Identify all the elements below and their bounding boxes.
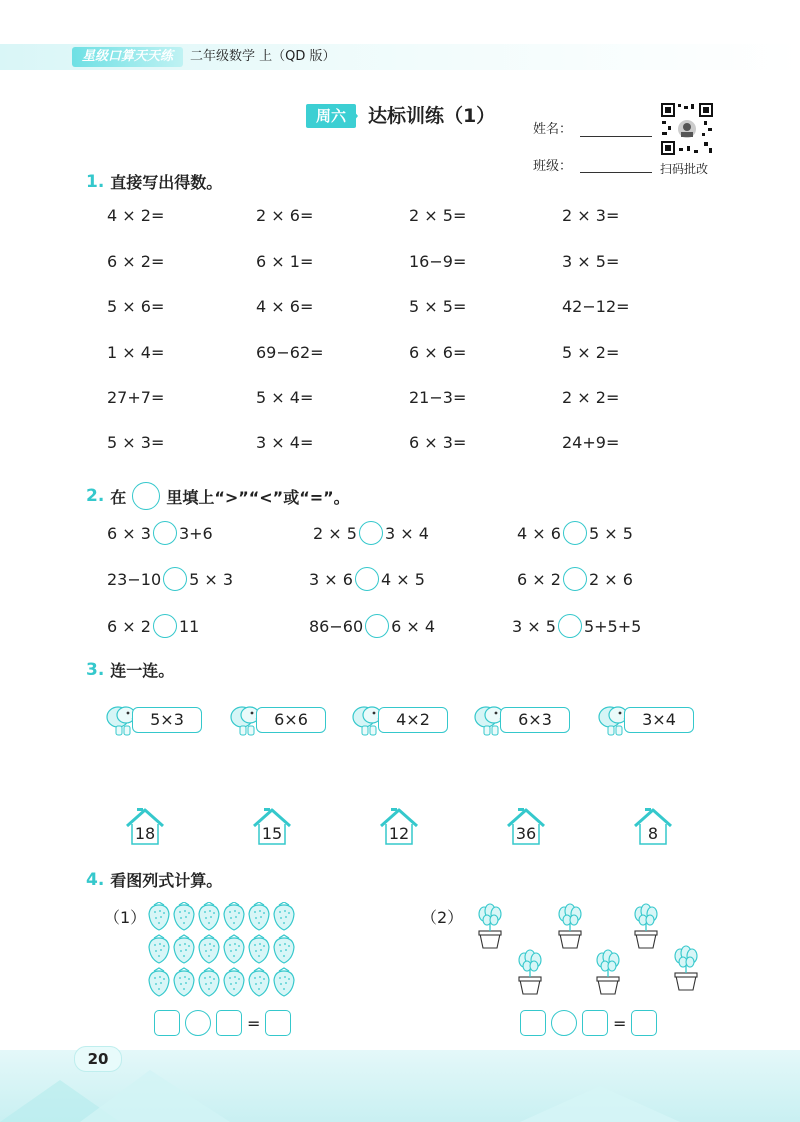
q1-item[interactable]: 27+7= [107,388,165,407]
q1-number: 1. [86,171,105,192]
q2-answer-circle[interactable] [153,614,177,638]
q2-left: 6 × 2 [107,616,151,636]
q4-instruction: 看图列式计算。 [110,871,223,890]
name-field-line[interactable] [580,136,652,137]
q2-left: 6 × 3 [107,523,151,543]
q4-part1-equation [154,1010,291,1036]
q2-item [309,567,425,591]
strawberry-group-icon [148,902,302,998]
elephant-expression: 6×6 [256,707,326,733]
q2-sample-circle [132,482,160,510]
q2-item [107,567,233,591]
q1-item[interactable]: 3 × 5= [562,252,620,271]
result-box[interactable] [631,1010,657,1036]
q2-item [309,614,435,638]
q2-item [313,521,429,545]
q1-item[interactable]: 2 × 3= [562,206,620,225]
elephant-expression: 5×3 [132,707,202,733]
operator-circle[interactable] [551,1010,577,1036]
q1-item[interactable]: 3 × 4= [256,433,314,452]
house-card[interactable] [377,806,421,848]
q2-item [517,567,633,591]
q2-left: 4 × 6 [517,523,561,543]
q2-right: 5+5+5 [583,616,642,636]
q4-part2-label: （2） [421,908,464,927]
q1-item[interactable]: 5 × 4= [256,388,314,407]
answer-box[interactable] [154,1010,180,1036]
q2-item [512,614,641,638]
answer-box[interactable] [216,1010,242,1036]
q2-item [517,521,633,545]
q1-item[interactable]: 2 × 2= [562,388,620,407]
elephant-expression: 4×2 [378,707,448,733]
q2-answer-circle[interactable] [359,521,383,545]
q1-item[interactable]: 16−9= [409,252,467,271]
house-card[interactable] [123,806,167,848]
q4-number: 4. [86,869,105,890]
q1-item[interactable]: 2 × 5= [409,206,467,225]
q2-right: 3+6 [178,523,213,543]
equals-sign: = [247,1013,261,1033]
q1-item[interactable]: 5 × 6= [107,297,165,316]
elephant-card[interactable] [104,701,202,739]
q2-right: 2 × 6 [588,569,633,589]
result-box[interactable] [265,1010,291,1036]
operator-circle[interactable] [185,1010,211,1036]
q2-right: 4 × 5 [380,569,425,589]
q2-instruction-before: 在 [110,487,127,507]
q1-instruction: 直接写出得数。 [110,173,223,192]
q2-item [107,521,213,545]
q1-item[interactable]: 1 × 4= [107,343,165,362]
qr-caption: 扫码批改 [660,162,709,176]
house-card[interactable] [631,806,675,848]
q2-right: 6 × 4 [391,616,436,636]
house-card[interactable] [504,806,548,848]
q1-item[interactable]: 5 × 3= [107,433,165,452]
q4-part2-equation [520,1010,657,1036]
q1-item[interactable]: 5 × 2= [562,343,620,362]
q3-number: 3. [86,659,105,680]
q2-left: 23−10 [107,569,162,589]
elephant-card[interactable] [472,701,570,739]
q3-heading [86,658,174,681]
q2-answer-circle[interactable] [563,567,587,591]
q2-answer-circle[interactable] [163,567,187,591]
name-label: 姓名： [533,122,573,137]
q2-left: 86−60 [309,616,364,636]
q2-answer-circle[interactable] [558,614,582,638]
class-field-line[interactable] [580,172,652,173]
q2-right: 5 × 3 [189,569,234,589]
day-badge: 周六 [306,104,356,128]
flower-pot-group-icon [470,900,720,1000]
q2-left: 3 × 5 [512,616,556,636]
house-number: 15 [261,824,283,843]
q4-part1-label: （1） [104,908,147,927]
elephant-card[interactable] [596,701,694,739]
q2-right: 11 [178,616,200,636]
house-number: 8 [647,824,659,843]
elephant-card[interactable] [350,701,448,739]
q2-right: 5 × 5 [588,523,633,543]
answer-box[interactable] [520,1010,546,1036]
q2-heading [86,482,350,510]
q4-heading [86,868,222,891]
page-title: 达标训练（1） [368,105,496,127]
q1-item[interactable]: 6 × 2= [107,252,165,271]
q1-item[interactable]: 4 × 2= [107,206,165,225]
house-number: 12 [388,824,410,843]
page-number: 20 [74,1046,122,1072]
q2-answer-circle[interactable] [365,614,389,638]
elephant-expression: 3×4 [624,707,694,733]
equals-sign: = [613,1013,627,1033]
day-badge-arrow [348,104,358,128]
elephant-expression: 6×3 [500,707,570,733]
q1-item[interactable]: 2 × 6= [256,206,314,225]
q1-heading [86,170,222,193]
answer-box[interactable] [582,1010,608,1036]
q2-right: 3 × 4 [384,523,429,543]
q2-instruction-after: 里填上“>”“<”或“=”。 [166,487,350,507]
q2-answer-circle[interactable] [355,567,379,591]
q2-answer-circle[interactable] [153,521,177,545]
q1-item[interactable]: 42−12= [562,297,630,316]
q2-answer-circle[interactable] [563,521,587,545]
series-tag: 星级口算天天练 [72,47,183,67]
q1-item[interactable]: 6 × 6= [409,343,467,362]
q1-item[interactable]: 6 × 3= [409,433,467,452]
q1-item[interactable]: 6 × 1= [256,252,314,271]
house-number: 36 [515,824,537,843]
q3-instruction: 连一连。 [110,661,175,680]
q2-left: 6 × 2 [517,569,561,589]
elephant-card[interactable] [228,701,326,739]
book-subtitle: 二年级数学 上（QD 版） [190,49,336,64]
class-label: 班级： [533,159,573,174]
q1-item[interactable]: 69−62= [256,343,324,362]
q2-item [107,614,199,638]
q1-item[interactable]: 4 × 6= [256,297,314,316]
q1-item[interactable]: 21−3= [409,388,467,407]
qr-code-icon[interactable] [660,102,714,156]
house-number: 18 [134,824,156,843]
q2-left: 3 × 6 [309,569,353,589]
house-card[interactable] [250,806,294,848]
q2-number: 2. [86,486,105,506]
q1-item[interactable]: 5 × 5= [409,297,467,316]
q1-item[interactable]: 24+9= [562,433,620,452]
q2-left: 2 × 5 [313,523,357,543]
